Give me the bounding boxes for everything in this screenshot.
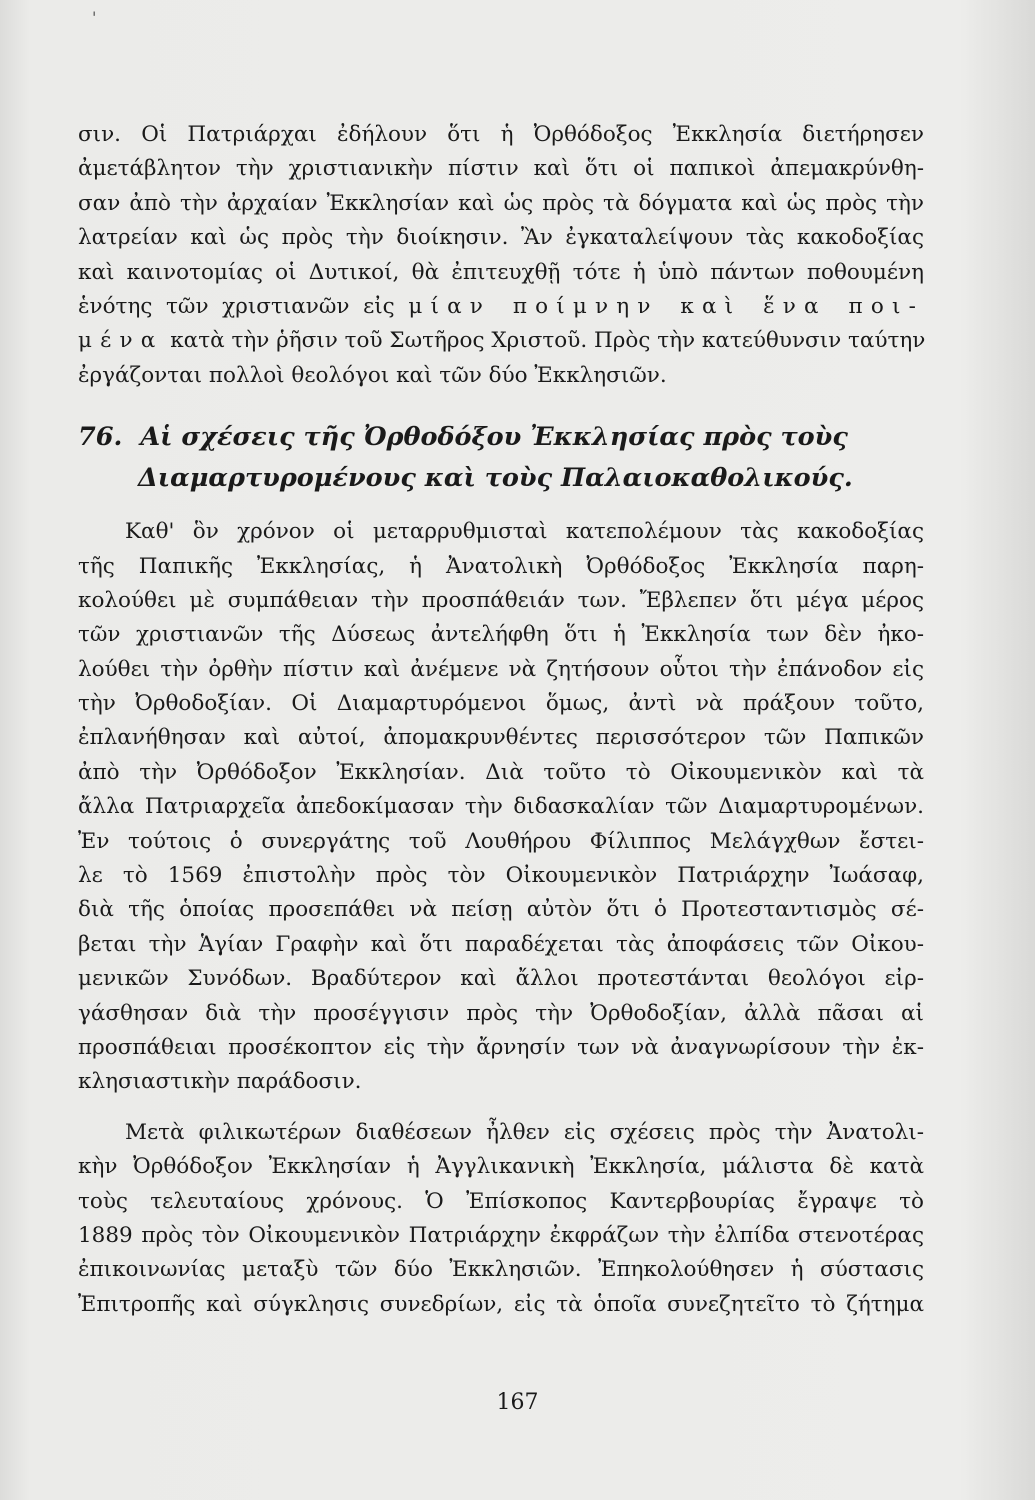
text-line: Ἐν τούτοις ὁ συνεργάτης τοῦ Λουθήρου Φίλιππος Μελάγχθων ἔστει- <box>78 828 924 854</box>
page-body <box>78 118 924 1322</box>
section-number: 76. <box>78 422 123 453</box>
text-line: κλησιαστικὴν παράδοσιν. <box>78 1069 362 1095</box>
text-line: λούθει τὴν ὀρθὴν πίστιν καὶ ἀνέμενε νὰ ζητήσουν οὗτοι τὴν ἐπάνοδον εἰς <box>78 656 924 682</box>
text-line: τὴν Ὀρθοδοξίαν. Οἱ Διαμαρτυρόμενοι ὅμως, ἀντὶ νὰ πράξουν τοῦτο, <box>78 691 924 717</box>
text-line: ἀμετάβλητον τὴν χριστιανικὴν πίστιν καὶ ὅτι οἱ παπικοὶ ἀπεμακρύνθη- <box>78 156 924 182</box>
text-line: λατρείαν καὶ ὡς πρὸς τὴν διοίκησιν. Ἂν ἐγκαταλείψουν τὰς κακοδοξίας <box>78 225 924 251</box>
text-line: ἐπλανήθησαν καὶ αὐτοί, ἀπομακρυνθέντες περισσότερον τῶν Παπικῶν <box>78 725 924 751</box>
paragraph-2 <box>78 515 924 1100</box>
text-line: βεται τὴν Ἁγίαν Γραφὴν καὶ ὅτι παραδέχεται τὰς ἀποφάσεις τῶν Οἰκου- <box>78 931 924 957</box>
text-line: κολούθει μὲ συμπάθειαν τὴν προσπάθειάν των. Ἔβλεπεν ὅτι μέγα μέρος <box>78 587 924 613</box>
text-line: προσπάθειαι προσέκοπτον εἰς τὴν ἄρνησίν των νὰ ἀναγνωρίσουν τὴν ἐκ- <box>78 1034 924 1060</box>
text-line: Ἐπιτροπῆς καὶ σύγκλησις συνεδρίων, εἰς τὰ ὁποῖα συνεζητεῖτο τὸ ζήτημα <box>78 1291 924 1317</box>
text-line: ἐπικοινωνίας μεταξὺ τῶν δύο Ἐκκλησιῶν. Ἐπηκολούθησεν ἡ σύστασις <box>78 1257 924 1283</box>
text-line: τοὺς τελευταίους χρόνους. Ὁ Ἐπίσκοπος Καντερβουρίας ἔγραψε τὸ <box>78 1188 924 1214</box>
paragraph-3 <box>78 1116 924 1322</box>
text-line: λε τὸ 1569 ἐπιστολὴν πρὸς τὸν Οἰκουμενικὸν Πατριάρχην Ἰωάσαφ, <box>78 863 924 889</box>
heading-line <box>78 417 924 458</box>
text-line: Μετὰ φιλικωτέρων διαθέσεων ἦλθεν εἰς σχέσεις πρὸς τὴν Ἀνατολι- <box>125 1119 924 1145</box>
paragraph-1 <box>78 118 924 393</box>
top-margin-mark: ' <box>92 8 97 27</box>
text-line: γάσθησαν διὰ τὴν προσέγγισιν πρὸς τὴν Ὀρθοδοξίαν, ἀλλὰ πᾶσαι αἱ <box>78 1000 924 1026</box>
section-heading <box>78 417 924 499</box>
text-line: διὰ τῆς ὁποίας προσεπάθει νὰ πείσῃ αὐτὸν ὅτι ὁ Προτεσταντισμὸς σέ- <box>78 897 924 923</box>
text-line <box>78 290 924 324</box>
text-line: ἐργάζονται πολλοὶ θεολόγοι καὶ τῶν δύο Ἐκκλησιῶν. <box>78 362 667 388</box>
spaced-quote: μίαν ποίμνην καὶ ἕνα ποι- <box>408 293 924 319</box>
paragraph-gap <box>78 1100 924 1116</box>
text-line: τῶν χριστιανῶν τῆς Δύσεως ἀντελήφθη ὅτι ἡ Ἐκκλησία των δὲν ἠκο- <box>78 622 924 648</box>
text-line: Καθ' ὃν χρόνον οἱ μεταρρυθμισταὶ κατεπολέμουν τὰς κακοδοξίας <box>125 519 924 545</box>
spaced-quote: μένα <box>78 328 164 354</box>
text-line: σιν. Οἱ Πατριάρχαι ἐδήλουν ὅτι ἡ Ὀρθόδοξος Ἐκκλησία διετήρησεν <box>78 122 924 147</box>
heading-line: Διαμαρτυρομένους καὶ τοὺς Παλαιοκαθολικούς. <box>138 463 853 494</box>
text-fragment: ἑνότης τῶν χριστιανῶν εἰς <box>78 293 395 319</box>
text-line <box>78 324 924 358</box>
text-line: κὴν Ὀρθόδοξον Ἐκκλησίαν ἡ Ἀγγλικανικὴ Ἐκκλησία, μάλιστα δὲ κατὰ <box>78 1154 924 1180</box>
text-line: σαν ἀπὸ τὴν ἀρχαίαν Ἐκκλησίαν καὶ ὡς πρὸς τὰ δόγματα καὶ ὡς πρὸς τὴν <box>78 190 924 216</box>
heading-text: Αἱ σχέσεις τῆς Ὀρθοδόξου Ἐκκλησίας πρὸς τοὺς <box>140 422 848 453</box>
text-line: 1889 πρὸς τὸν Οἰκουμενικὸν Πατριάρχην ἐκφράζων τὴν ἐλπίδα στενοτέρας <box>78 1222 924 1248</box>
text-line: τῆς Παπικῆς Ἐκκλησίας, ἡ Ἀνατολικὴ Ὀρθόδοξος Ἐκκλησία παρη- <box>78 553 924 579</box>
text-line: καὶ καινοτομίας οἱ Δυτικοί, θὰ ἐπιτευχθῇ τότε ἡ ὑπὸ πάντων ποθουμένη <box>78 259 924 285</box>
text-line: ἀπὸ τὴν Ὀρθόδοξον Ἐκκλησίαν. Διὰ τοῦτο τὸ Οἰκουμενικὸν καὶ τὰ <box>78 759 924 785</box>
page-number: 167 <box>496 1390 539 1415</box>
text-line: μενικῶν Συνόδων. Βραδύτερον καὶ ἄλλοι προτεστάνται θεολόγοι εἰρ- <box>78 966 924 992</box>
text-line: ἄλλα Πατριαρχεῖα ἀπεδοκίμασαν τὴν διδασκαλίαν τῶν Διαμαρτυρομένων. <box>78 794 924 820</box>
text-fragment: κατὰ τὴν ῥῆσιν τοῦ Σωτῆρος Χριστοῦ. Πρὸς τὴν κατεύθυνσιν ταύτην <box>170 328 926 354</box>
